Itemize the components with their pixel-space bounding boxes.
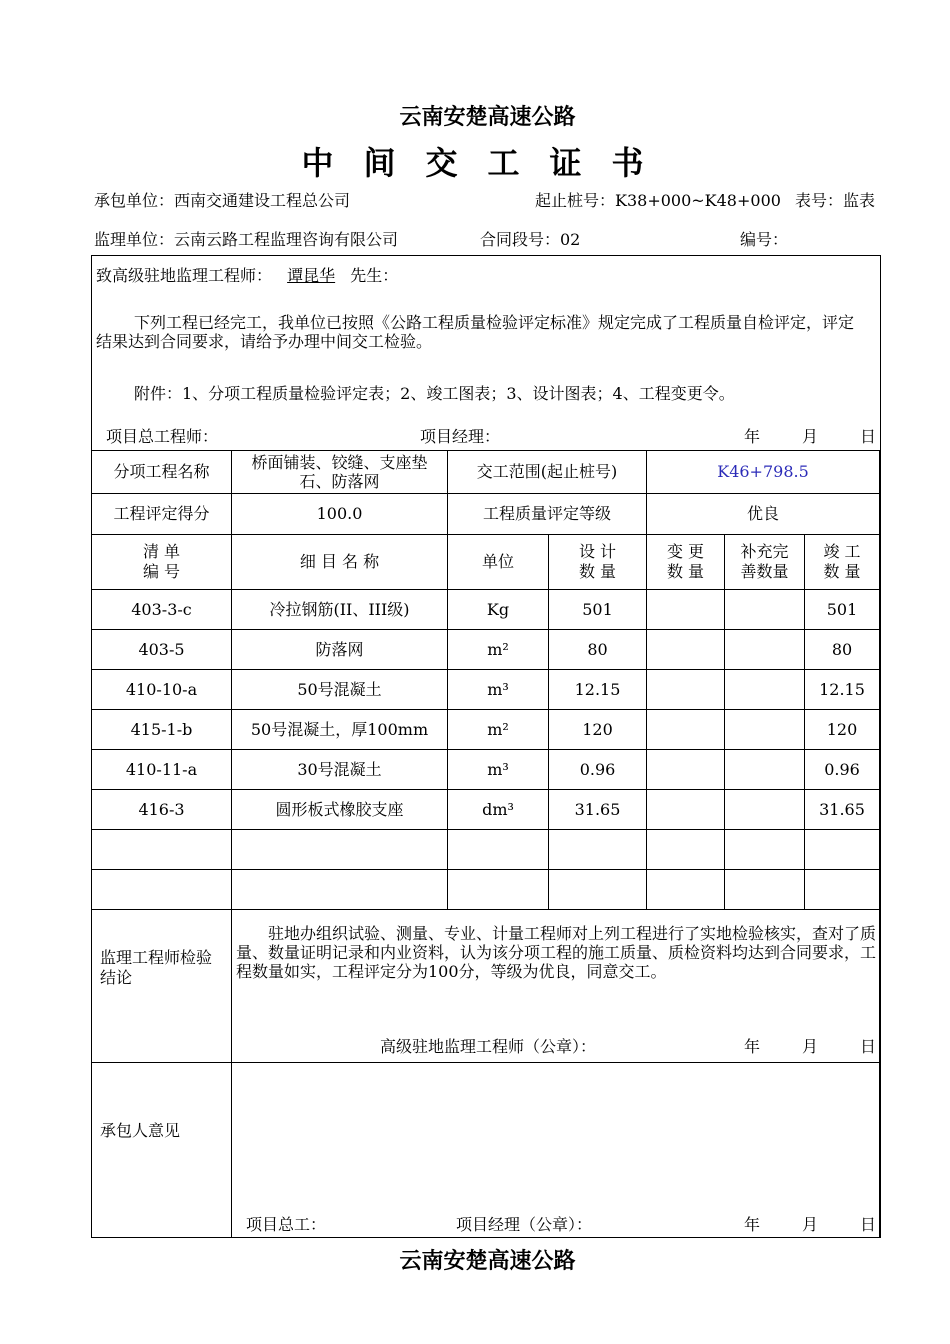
row-design: 120 [549,710,647,750]
col-design-qty: 设 计 数 量 [549,535,647,590]
contractor-manager: 项目经理（公章）： [456,1215,593,1234]
row-name: 50号混凝土 [232,670,448,710]
score-value: 100.0 [232,494,448,535]
contract-section: 合同段号：02 [480,230,581,249]
contractor-row [92,1063,880,1238]
project-title: 云南安楚高速公路 [399,105,576,130]
supervision-content [232,910,880,1063]
supervision-signature: 高级驻地监理工程师（公章）： [380,1037,597,1056]
row-change [647,750,725,790]
supervision-date-day: 日 [860,1037,877,1056]
row-code: 403-5 [92,630,232,670]
table-row [92,670,880,710]
table-row [92,750,880,790]
contractor-label-cell [92,1063,232,1238]
grade-label: 工程质量评定等级 [448,494,647,535]
row-code: 403-3-c [92,590,232,630]
empty-row [92,830,880,870]
table-row [92,590,880,630]
range-label: 交工范围(起止桩号) [448,451,647,494]
date-year: 年 [744,427,761,446]
supervision-date-year: 年 [744,1037,761,1056]
col-unit: 单位 [448,535,549,590]
attachments: 附件：1、分项工程质量检验评定表；2、竣工图表；3、设计图表；4、工程变更令。 [134,384,735,403]
row-change [647,670,725,710]
row-name: 圆形板式橡胶支座 [232,790,448,830]
row-completed: 80 [805,630,880,670]
project-manager-label: 项目经理： [420,427,501,446]
form-number: 表号：监表 [795,191,876,210]
row-completed: 501 [805,590,880,630]
inspection-table [91,450,880,1238]
contractor-label: 承包人意见 [100,1121,181,1140]
row-unit: m² [448,710,549,750]
table-row [92,790,880,830]
summary-row-2 [92,494,880,535]
row-code: 416-3 [92,790,232,830]
row-unit: m³ [448,750,549,790]
row-change [647,710,725,750]
table-row [92,630,880,670]
row-supplement [725,630,805,670]
column-header-row [92,535,880,590]
row-unit: Kg [448,590,549,630]
row-unit: m³ [448,670,549,710]
contractor-date-day: 日 [860,1215,877,1234]
chainage-range: 起止桩号：K38+000~K48+000 [535,191,781,210]
chief-engineer-label: 项目总工程师： [106,427,219,446]
col-supplement-qty: 补充完 善数量 [725,535,805,590]
col-change-qty: 变 更 数 量 [647,535,725,590]
row-completed: 31.65 [805,790,880,830]
contractor-date-year: 年 [744,1215,761,1234]
row-design: 0.96 [549,750,647,790]
row-change [647,630,725,670]
row-supplement [725,670,805,710]
row-unit: m² [448,630,549,670]
row-code: 410-10-a [92,670,232,710]
row-unit: dm³ [448,790,549,830]
supervision-date-month: 月 [802,1037,819,1056]
col-name: 细 目 名 称 [232,535,448,590]
footer-title: 云南安楚高速公路 [399,1249,576,1274]
row-supplement [725,710,805,750]
row-supplement [725,590,805,630]
row-name: 冷拉钢筋(II、III级) [232,590,448,630]
row-design: 80 [549,630,647,670]
supervision-unit: 监理单位：云南云路工程监理咨询有限公司 [94,230,399,249]
empty-row [92,870,880,910]
date-day: 日 [860,427,877,446]
engineer-name: 谭昆华 [287,266,336,285]
summary-row-1 [92,451,880,494]
row-code: 415-1-b [92,710,232,750]
row-design: 31.65 [549,790,647,830]
row-change [647,790,725,830]
supervision-label-cell [92,910,232,1063]
serial-number: 编号： [740,230,789,249]
contractor-date-month: 月 [802,1215,819,1234]
col-completed-qty: 竣 工 数 量 [805,535,880,590]
row-name: 30号混凝土 [232,750,448,790]
item-name-value: 桥面铺装、铰缝、支座垫石、防落网 [232,451,448,494]
row-code: 410-11-a [92,750,232,790]
score-label: 工程评定得分 [92,494,232,535]
row-change [647,590,725,630]
col-code: 清 单 编 号 [92,535,232,590]
date-month: 月 [802,427,819,446]
supervision-text: 驻地办组织试验、测量、专业、计量工程师对上列工程进行了实地检验核实，查对了质量、数量证明记录和内业资料，认为该分项工程的施工质量、质检资料均达到合同要求，工程数量如实，工程评定分为100分，等级为优良，同意交工。 [236,924,877,981]
contractor-content [232,1063,880,1238]
salutation [96,263,398,286]
item-name-label: 分项工程名称 [92,451,232,494]
table-row [92,710,880,750]
row-completed: 12.15 [805,670,880,710]
row-design: 501 [549,590,647,630]
letter-body: 下列工程已经完工，我单位已按照《公路工程质量检验评定标准》规定完成了工程质量自检评定，评定结果达到合同要求，请给予办理中间交工检验。 [96,313,855,351]
grade-value: 优良 [647,494,880,535]
row-completed: 0.96 [805,750,880,790]
row-completed: 120 [805,710,880,750]
salutation-prefix: 致高级驻地监理工程师： [96,266,273,285]
range-value: K46+798.5 [647,451,880,494]
row-supplement [725,750,805,790]
supervision-row [92,910,880,1063]
supervision-label: 监理工程师检验结论 [100,948,213,987]
salutation-suffix: 先生： [350,266,399,285]
row-design: 12.15 [549,670,647,710]
row-supplement [725,790,805,830]
row-name: 50号混凝土，厚100mm [232,710,448,750]
row-name: 防落网 [232,630,448,670]
contractor-chief: 项目总工： [246,1215,327,1234]
contractor-unit: 承包单位：西南交通建设工程总公司 [94,191,351,210]
certificate-title: 中间交工证书 [301,144,674,182]
